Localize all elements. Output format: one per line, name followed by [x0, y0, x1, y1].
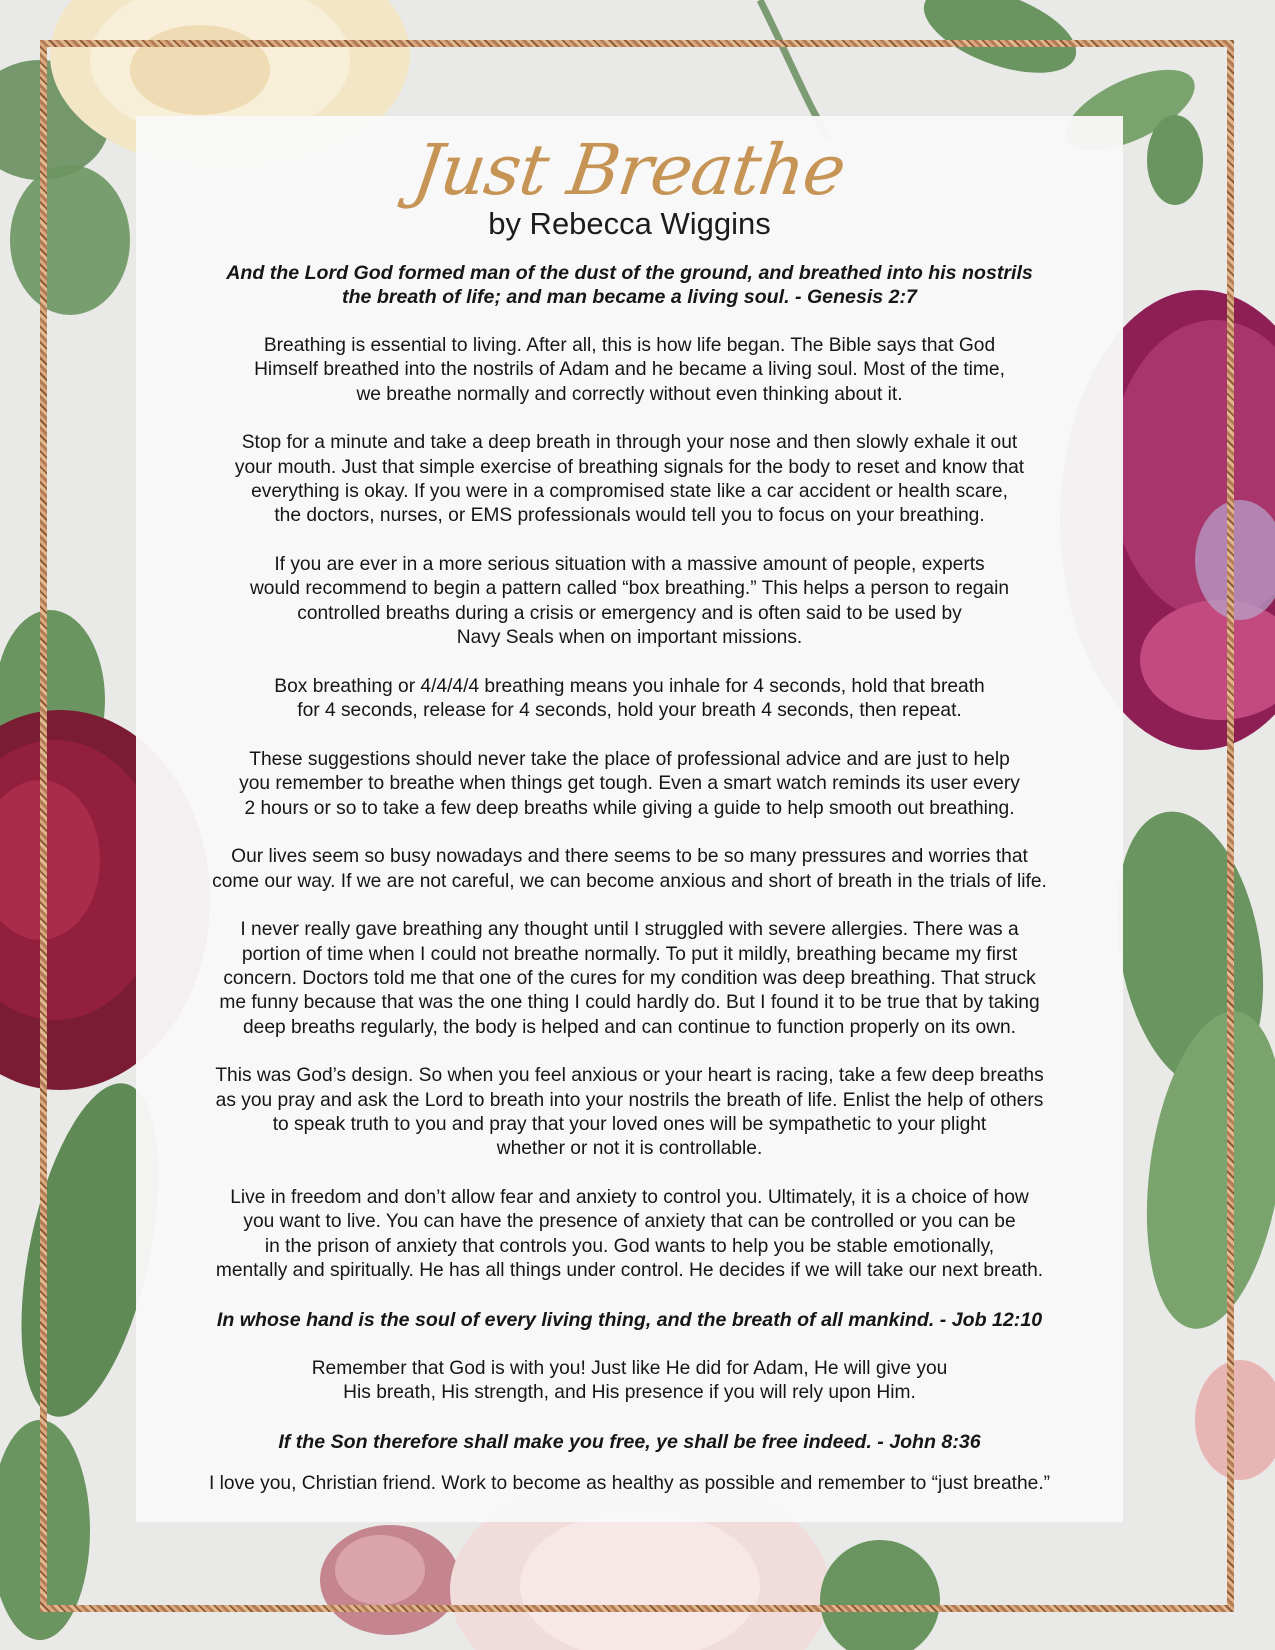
body-paragraph — [146, 845, 1113, 894]
body-paragraph — [146, 1186, 1113, 1283]
text-line: deep breaths regularly, the body is helped and can continue to function properly on its own. — [243, 1016, 1016, 1038]
article-body — [146, 261, 1113, 1521]
text-line: Navy Seals when on important missions. — [456, 627, 803, 649]
text-line: the doctors, nurses, or EMS professionals would tell you to focus on your breathing. — [274, 505, 985, 527]
author-byline: by Rebecca Wiggins — [488, 206, 771, 241]
text-line: Our lives seem so busy nowadays and there seems to be so many pressures and worries that — [231, 846, 1028, 868]
text-line: everything is okay. If you were in a compromised state like a car accident or health scare, — [251, 481, 1008, 503]
text-line: come our way. If we are not careful, we can become anxious and short of breath in the trials of life. — [212, 870, 1047, 892]
text-line: as you pray and ask the Lord to breath into your nostrils the breath of life. Enlist the help of others — [215, 1089, 1044, 1111]
content-panel — [136, 116, 1123, 1522]
text-line: portion of time when I could not breathe normally. To put it mildly, breathing became my first — [241, 943, 1018, 965]
body-paragraph — [146, 431, 1113, 528]
text-line: I never really gave breathing any thought until I struggled with severe allergies. There was a — [240, 919, 1019, 941]
text-line: Remember that God is with you! Just like He did for Adam, He will give you — [311, 1357, 948, 1379]
text-line: His breath, His strength, and His presence if you will rely upon Him. — [343, 1381, 916, 1403]
scripture-verse — [146, 1430, 1113, 1454]
body-paragraph — [146, 1064, 1113, 1161]
body-paragraph — [146, 334, 1113, 407]
text-line: we breathe normally and correctly without even thinking about it. — [356, 383, 903, 405]
text-line: mentally and spiritually. He has all things under control. He decides if we will take our next breath. — [215, 1260, 1044, 1281]
text-line: Live in freedom and don’t allow fear and anxiety to control you. Ultimately, it is a choice of how — [230, 1187, 1029, 1209]
body-paragraph — [146, 675, 1113, 724]
text-line: I love you, Christian friend. Work to become as healthy as possible and remember to “just breathe.” — [208, 1472, 1051, 1494]
text-line: your mouth. Just that simple exercise of breathing signals for the body to reset and know that — [234, 456, 1025, 478]
text-line: Breathing is essential to living. After all, this is how life began. The Bible says that God — [263, 335, 996, 357]
text-line: the breath of life; and man became a living soul. - Genesis 2:7 — [342, 286, 917, 309]
text-line: In whose hand is the soul of every living thing, and the breath of all mankind. - Job 12:10 — [216, 1308, 1043, 1331]
text-line: you want to live. You can have the presence of anxiety that can be controlled or you can be — [243, 1211, 1016, 1233]
title-wrap — [136, 130, 1123, 210]
text-line: me funny because that was the one thing I could hardly do. But I found it to be true that by taking — [219, 992, 1040, 1014]
text-line: Himself breathed into the nostrils of Adam and he became a living soul. Most of the time, — [254, 359, 1005, 381]
text-line: If the Son therefore shall make you free, ye shall be free indeed. - John 8:36 — [278, 1430, 981, 1453]
text-line: This was God’s design. So when you feel anxious or your heart is racing, take a few deep breaths — [215, 1065, 1044, 1087]
text-line: 2 hours or so to take a few deep breaths while giving a guide to help smooth out breathing. — [244, 797, 1015, 819]
scripture-verse — [146, 1308, 1113, 1332]
text-line: to speak truth to you and pray that your loved ones will be sympathetic to your plight — [272, 1114, 987, 1136]
text-line: And the Lord God formed man of the dust of the ground, and breathed into his nostrils — [226, 262, 1033, 284]
body-paragraph — [146, 1357, 1113, 1406]
scripture-verse — [146, 261, 1113, 310]
page-title: Just Breathe — [408, 129, 851, 211]
body-paragraph — [146, 553, 1113, 650]
text-line: whether or not it is controllable. — [496, 1138, 763, 1160]
text-line: would recommend to begin a pattern called “box breathing.” This helps a person to regain — [249, 578, 1010, 600]
text-line: in the prison of anxiety that controls you. God wants to help you be stable emotionally, — [264, 1235, 995, 1257]
text-line: Box breathing or 4/4/4/4 breathing means you inhale for 4 seconds, hold that breath — [274, 675, 985, 697]
text-line: Stop for a minute and take a deep breath in through your nose and then slowly exhale it out — [241, 432, 1018, 454]
text-line: you remember to breathe when things get tough. Even a smart watch reminds its user every — [239, 773, 1020, 795]
text-line: concern. Doctors told me that one of the cures for my condition was deep breathing. That struck — [223, 968, 1036, 990]
text-line: These suggestions should never take the place of professional advice and are just to help — [249, 748, 1010, 770]
text-line: controlled breaths during a crisis or emergency and is often said to be used by — [297, 602, 962, 624]
text-line: If you are ever in a more serious situation with a massive amount of people, experts — [274, 554, 985, 576]
body-paragraph — [146, 918, 1113, 1039]
body-paragraph — [146, 748, 1113, 821]
text-line: for 4 seconds, release for 4 seconds, hold your breath 4 seconds, then repeat. — [297, 700, 962, 722]
body-paragraph — [146, 1472, 1113, 1496]
